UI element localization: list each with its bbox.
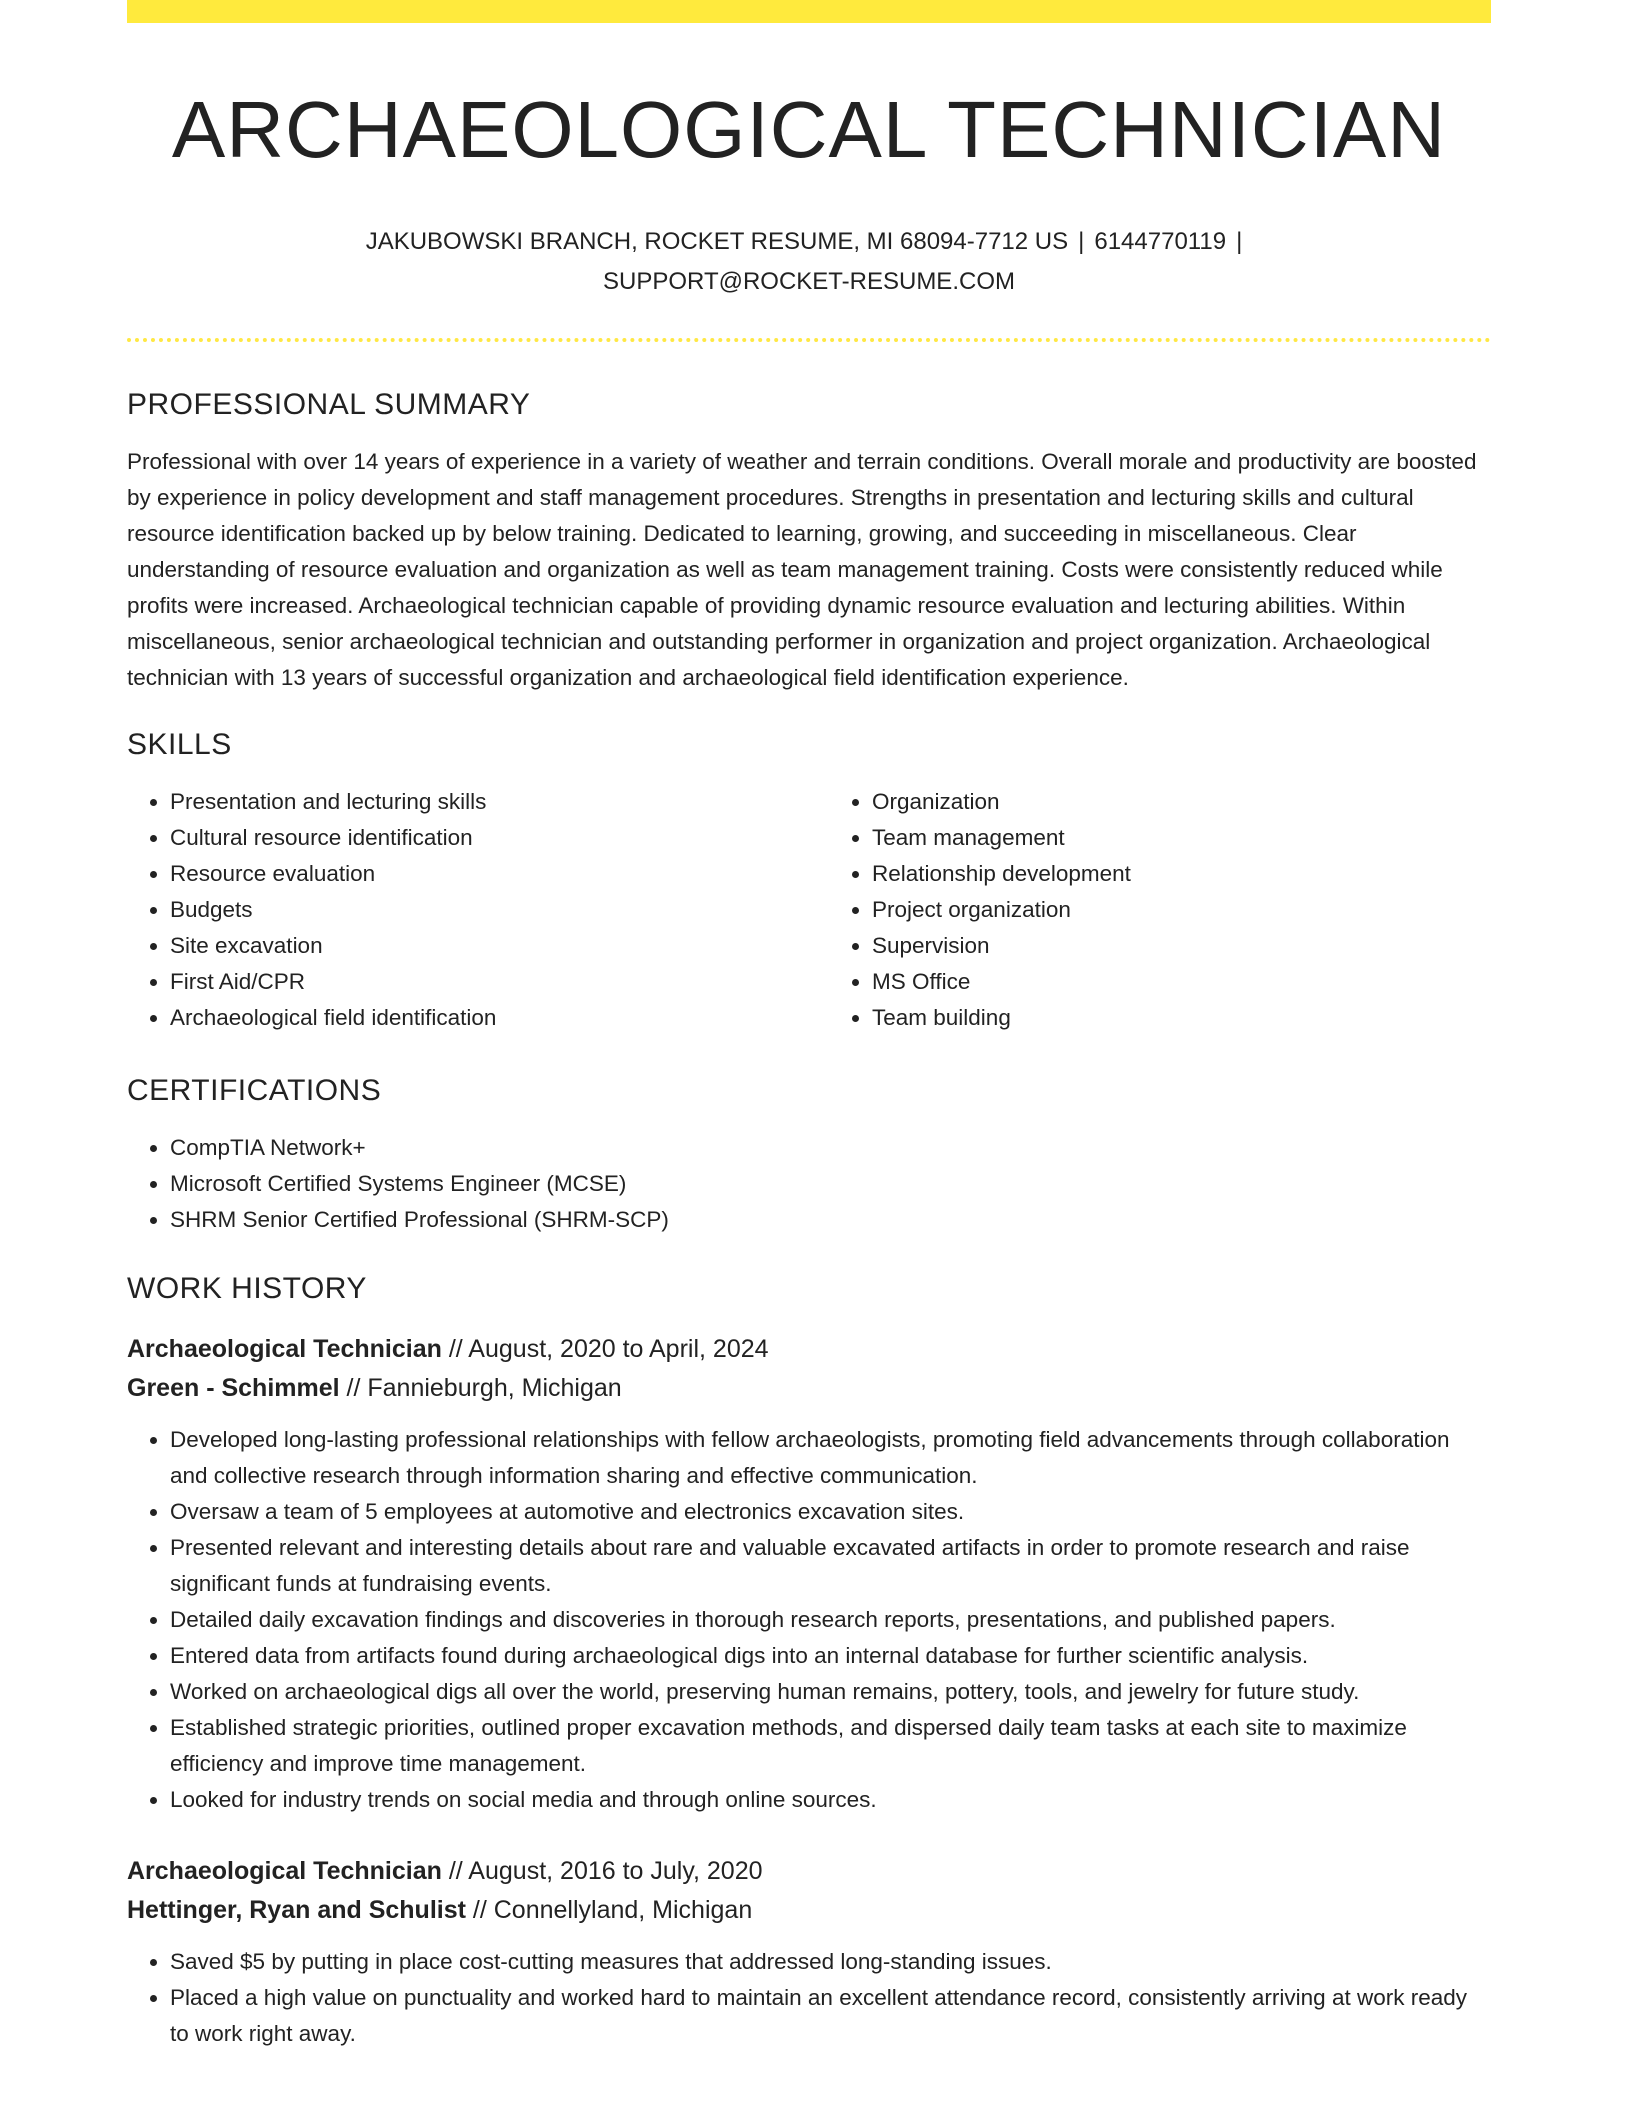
certifications-heading: CERTIFICATIONS [127,1074,382,1107]
skills-heading: SKILLS [127,728,232,761]
job-bullet: • Entered data from artifacts found during archaeological digs into an internal database for further scientific analysis. [170,1638,1491,1674]
job-bullet: • Established strategic priorities, outlined proper excavation methods, and dispersed daily team tasks at each site to maximize efficiency and improve time management. [170,1710,1491,1782]
job-company: Green - Schimmel [127,1374,340,1402]
skills-list-right [829,784,1491,1036]
job-company-line [127,1891,1491,1930]
job-bullet: • Looked for industry trends on social media and through online sources. [170,1782,1491,1818]
skill-item: • Resource evaluation [170,856,789,892]
job-location: // Fannieburgh, Michigan [339,1374,622,1402]
certifications-section [127,1072,1491,1238]
summary-text: Professional with over 14 years of experience in a variety of weather and terrain conditions. Overall morale and productivity are boosted by experience in policy development and staff management procedures. Strengths in presentation and lecturing skills and cultural resource identification backed up by below training. Dedicated to learning, growing, and succeeding in miscellaneous. Clear understanding of resource evaluation and organization as well as team management training. Costs were consistently reduced while profits were increased. Archaeological technician capable of providing dynamic resource evaluation and lecturing abilities. Within miscellaneous, senior archaeological technician and outstanding performer in organization and project organization. Archaeological technician with 13 years of successful organization and archaeological field identification experience. [127,449,1477,690]
summary-section [127,386,1491,696]
job-bullet: • Developed long-lasting professional relationships with fellow archaeologists, promoting field advancements through collaboration and collective research through information sharing and effective communication. [170,1422,1491,1494]
job-role-line [127,1852,1491,1891]
work-history-heading: WORK HISTORY [127,1272,367,1305]
skills-grid [127,784,1491,1036]
job-bullet: • Presented relevant and interesting details about rare and valuable excavated artifacts in order to promote research and raise significant funds at fundraising events. [170,1530,1491,1602]
job-bullet: • Oversaw a team of 5 employees at automotive and electronics excavation sites. [170,1494,1491,1530]
job-role: Archaeological Technician [127,1857,442,1885]
job-bullets [127,1422,1491,1818]
skills-section [127,726,1491,1036]
resume-content [127,0,1491,2052]
skill-item: • Team management [872,820,1491,856]
dotted-divider [127,338,1491,342]
job-location: // Connellyland, Michigan [465,1896,753,1924]
summary-heading: PROFESSIONAL SUMMARY [127,388,531,421]
contact-separator: | [1236,228,1243,255]
job-dates: // August, 2016 to July, 2020 [441,1857,763,1885]
job-bullet: • Detailed daily excavation findings and discoveries in thorough research reports, presentations, and published papers. [170,1602,1491,1638]
skill-item: • Team building [872,1000,1491,1036]
job-bullet: • Placed a high value on punctuality and worked hard to maintain an excellent attendance record, consistently arriving at work ready to work right away. [170,1980,1491,2052]
job-role: Archaeological Technician [127,1335,442,1363]
skill-item: • Archaeological field identification [170,1000,789,1036]
job-entry [127,1852,1491,2052]
skill-item: • MS Office [872,964,1491,1000]
skill-item: • Presentation and lecturing skills [170,784,789,820]
job-bullet: • Saved $5 by putting in place cost-cutting measures that addressed long-standing issues. [170,1944,1491,1980]
work-history-section [127,1270,1491,2052]
contact-separator: | [1078,228,1085,255]
skill-item: • Project organization [872,892,1491,928]
contact-phone: 6144770119 [1094,228,1227,255]
skill-item: • Site excavation [170,928,789,964]
contact-info [127,222,1491,302]
job-role-line [127,1330,1491,1369]
job-bullets [127,1944,1491,2052]
job-company: Hettinger, Ryan and Schulist [127,1896,466,1924]
job-bullet: • Worked on archaeological digs all over the world, preserving human remains, pottery, tools, and jewelry for future study. [170,1674,1491,1710]
job-company-line [127,1369,1491,1408]
skill-item: • Cultural resource identification [170,820,789,856]
contact-email: SUPPORT@ROCKET-RESUME.COM [603,268,1015,295]
skill-item: • Budgets [170,892,789,928]
certifications-list [127,1130,1491,1238]
skill-item: • Organization [872,784,1491,820]
contact-address: JAKUBOWSKI BRANCH, ROCKET RESUME, MI 68094-7712 US [365,228,1069,255]
certification-item: • Microsoft Certified Systems Engineer (MCSE) [170,1166,1491,1202]
certification-item: • CompTIA Network+ [170,1130,1491,1166]
certification-item: • SHRM Senior Certified Professional (SHRM-SCP) [170,1202,1491,1238]
candidate-title: ARCHAEOLOGICAL TECHNICIAN [171,85,1447,174]
skill-item: • Supervision [872,928,1491,964]
job-entry [127,1330,1491,1818]
skills-list-left [127,784,789,1036]
skill-item: • Relationship development [872,856,1491,892]
skill-item: • First Aid/CPR [170,964,789,1000]
job-dates: // August, 2020 to April, 2024 [441,1335,769,1363]
